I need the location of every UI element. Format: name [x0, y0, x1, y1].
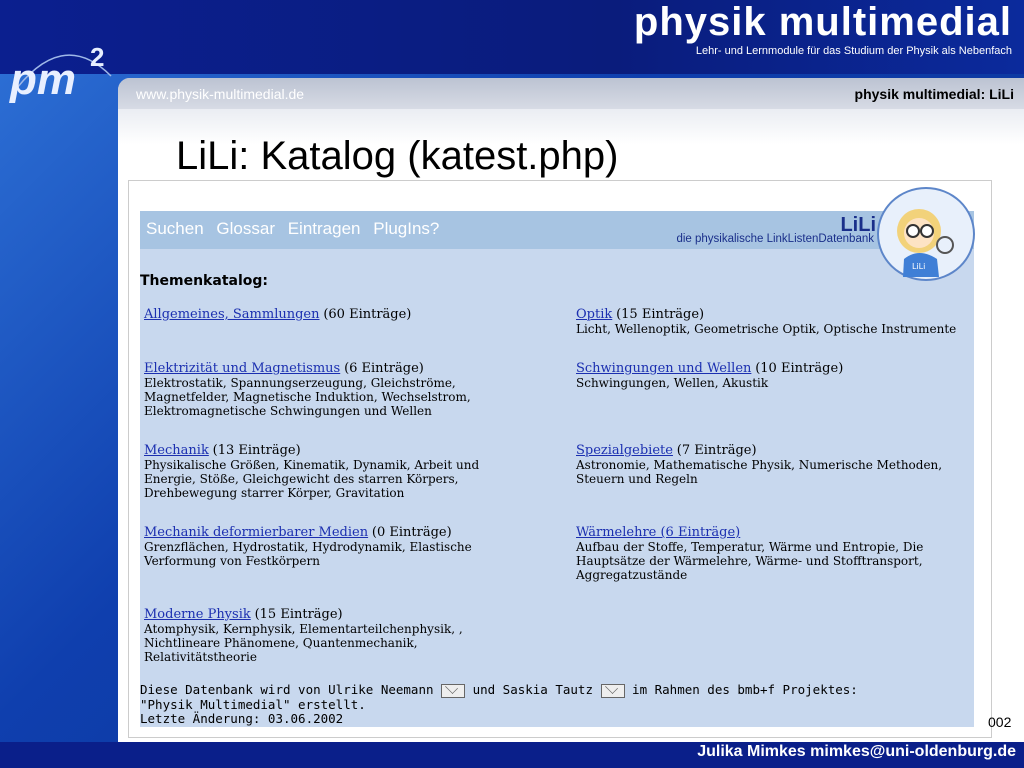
year-fragment: 002: [988, 714, 1012, 730]
entry-desc: Schwingungen, Wellen, Akustik: [576, 376, 769, 390]
entry-mechanik-deformierbar: [144, 525, 504, 568]
entry-desc: Grenzflächen, Hydrostatik, Hydrodynamik, Elastische Verformung von Festkörpern: [144, 540, 472, 568]
svg-text:2: 2: [90, 42, 105, 72]
link-elektrizitaet[interactable]: Elektrizität und Magnetismus: [144, 361, 341, 376]
entry-desc: Physikalische Größen, Kinematik, Dynamik, Arbeit und Energie, Stöße, Gleichgewicht des starren Körpers, Drehbewegung starrer Körper, Gravitation: [144, 458, 480, 500]
mail-icon[interactable]: [601, 684, 625, 698]
lili-navbar: [140, 211, 974, 249]
entry-spezialgebiete: [576, 443, 956, 486]
lili-subtitle: die physikalische LinkListenDatenbank: [676, 233, 874, 245]
site-url[interactable]: www.physik-multimedial.de: [136, 86, 305, 102]
entry-moderne-physik: [144, 607, 504, 664]
entry-allgemeines: [144, 307, 544, 322]
footer-line2: "Physik Multimedial" erstellt.: [140, 696, 366, 712]
entry-desc: Licht, Wellenoptik, Geometrische Optik, Optische Instrumente: [576, 322, 957, 336]
link-schwingungen[interactable]: Schwingungen und Wellen: [576, 361, 752, 376]
lili-page: [140, 211, 974, 727]
lili-title: LiLi: [840, 214, 876, 236]
entry-count: (6 Einträge): [344, 361, 424, 376]
link-spezialgebiete[interactable]: Spezialgebiete: [576, 443, 673, 458]
entry-count: (60 Einträge): [323, 307, 412, 322]
entry-count: (15 Einträge): [254, 607, 343, 622]
entry-count: (10 Einträge): [755, 361, 844, 376]
nav-suchen[interactable]: Suchen: [146, 219, 204, 238]
link-mechanik[interactable]: Mechanik: [144, 443, 209, 458]
mail-icon[interactable]: [441, 684, 465, 698]
entry-desc: Elektrostatik, Spannungserzeugung, Gleichströme, Magnetfelder, Magnetische Induktion, Wechselstrom, Elektromagnetische Schwingungen und Wellen: [144, 376, 471, 418]
entry-optik: [576, 307, 974, 336]
nav-plugins[interactable]: PlugIns?: [373, 219, 440, 238]
link-mechanik-deformierbar[interactable]: Mechanik deformierbarer Medien: [144, 525, 369, 540]
entry-count: (15 Einträge): [616, 307, 705, 322]
footer-line1a: Diese Datenbank wird von Ulrike Neemann: [140, 682, 434, 697]
nav-eintragen[interactable]: Eintragen: [287, 219, 361, 238]
lili-mascot-icon: [877, 187, 975, 281]
author-line: Julika Mimkes mimkes@uni-oldenburg.de: [697, 743, 1016, 760]
entry-waermelehre: [576, 525, 956, 582]
footer-note: [140, 683, 858, 726]
catalog-heading: Themenkatalog:: [140, 273, 268, 289]
entry-count: (13 Einträge): [212, 443, 301, 458]
footer-line1c: im Rahmen des bmb+f Projektes:: [632, 682, 858, 697]
entry-schwingungen: [576, 361, 956, 390]
nav-glossar[interactable]: Glossar: [216, 219, 275, 238]
link-moderne-physik[interactable]: Moderne Physik: [144, 607, 251, 622]
entry-mechanik: [144, 443, 504, 500]
link-allgemeines[interactable]: Allgemeines, Sammlungen: [144, 307, 320, 322]
entry-count: (0 Einträge): [371, 525, 452, 540]
svg-text:pm: pm: [10, 55, 76, 104]
brand-title: physik multimedial: [633, 0, 1012, 44]
slide-title: LiLi: Katalog (katest.php): [176, 134, 619, 178]
brand-subtitle: Lehr- und Lernmodule für das Studium der Physik als Nebenfach: [695, 45, 1012, 57]
nav-menu: [146, 219, 447, 239]
slide-tag: physik multimedial: LiLi: [854, 86, 1014, 102]
entry-count: (7 Einträge): [676, 443, 757, 458]
entry-desc: Aufbau der Stoffe, Temperatur, Wärme und Entropie, Die Hauptsätze der Wärmelehre, Wärme- und Stofftransport, Aggregatzustände: [576, 540, 924, 582]
entry-desc: Astronomie, Mathematische Physik, Numerische Methoden, Steuern und Regeln: [576, 458, 943, 486]
embedded-screenshot: [128, 180, 992, 738]
entry-desc: Atomphysik, Kernphysik, Elementarteilchenphysik, , Nichtlineare Phänomene, Quantenmechanik, Relativitätstheorie: [144, 622, 463, 664]
mascot-label: LiLi: [912, 262, 926, 271]
entry-elektrizitaet: [144, 361, 504, 418]
footer-line3: Letzte Änderung: 03.06.2002: [140, 710, 344, 726]
footer-line1b: und Saskia Tautz: [472, 682, 593, 697]
link-waermelehre[interactable]: Wärmelehre (6 Einträge): [576, 525, 741, 540]
link-optik[interactable]: Optik: [576, 307, 613, 322]
pm2-logo: [6, 36, 116, 116]
